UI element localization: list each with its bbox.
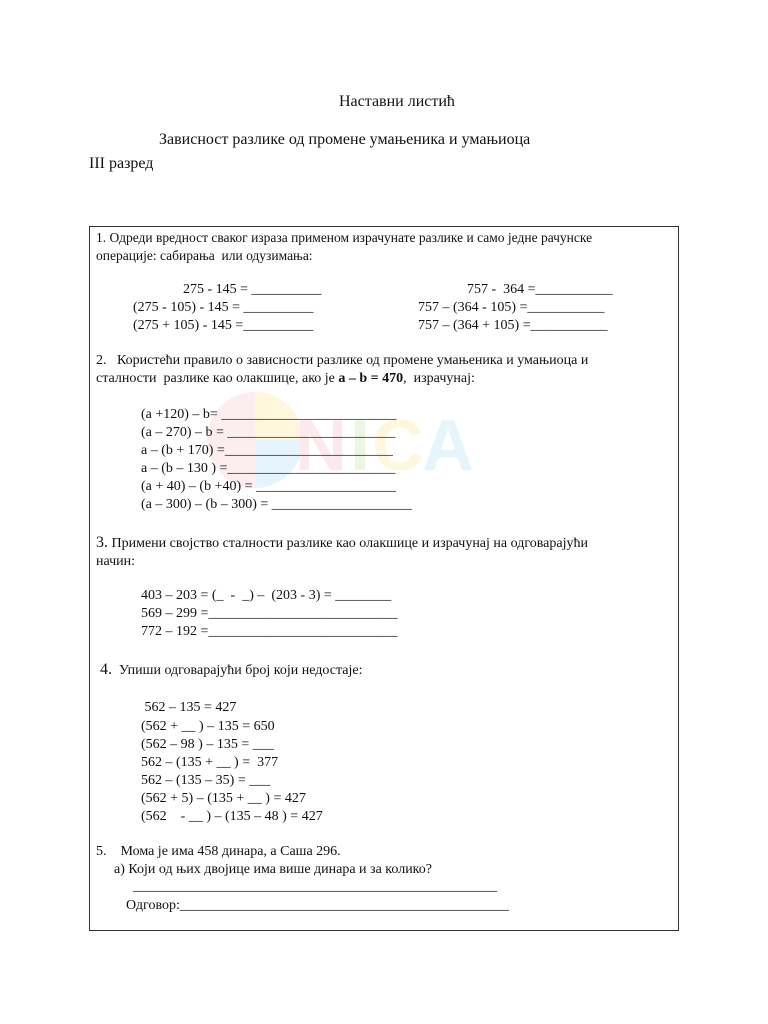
q1-right-expr: 757 – (364 - 105) =___________ [418,300,605,315]
q2-intro-suffix: , израчунај: [403,371,475,386]
q5-answer-line: Одговор:_______________________________________________ [126,898,509,913]
q2-intro-line1: 2. Користећи правило о зависности разлике од промене умањеника и умањиоца и [96,353,589,368]
q4-item: 562 – 135 = 427 [141,700,237,715]
q2-item: (a – 270) – b = ________________________ [141,425,396,440]
q2-item: a – (b + 170) =________________________ [141,443,393,458]
q4-item: (562 – 98 ) – 135 = ___ [141,737,274,752]
q1-left-expr: (275 - 105) - 145 = __________ [133,300,314,315]
q4-item: (562 - __ ) – (135 – 48 ) = 427 [141,809,323,824]
q1-right-expr: 757 - 364 =___________ [467,282,613,297]
q4-item: (562 + __ ) – 135 = 650 [141,719,275,734]
q2-given-equation: a – b = 470 [338,371,404,386]
q1-left-expr: 275 - 145 = __________ [183,282,322,297]
q3-intro-line1 [96,534,588,553]
q2-item: (a +120) – b= _________________________ [141,407,397,422]
worksheet-title: Наставни листић [339,93,455,110]
q2-intro-prefix: сталности разлике као олакшице, ако је [96,371,339,386]
q2-item: a – (b – 130 ) =________________________ [141,461,396,476]
q3-number: 3. [96,534,108,551]
q3-item: 403 – 203 = (_ - _) – (203 - 3) = ________ [141,588,392,603]
svg-text:A: A [422,406,474,486]
q1-right-expr: 757 – (364 + 105) =___________ [418,318,608,333]
q5-line1: 5. Мома је има 458 динара, а Саша 296. [96,844,341,859]
q1-intro-line1: 1. Одреди вредност сваког израза применом израчунате разлике и само једне рачунске [96,230,593,245]
q5-question-a: а) Који од њих двојице има више динара и за колико? [114,862,432,877]
q2-intro-line2 [96,370,475,388]
q2-item: (a – 300) – (b – 300) = ____________________ [141,497,412,512]
grade-label: III разред [89,155,154,172]
q3-intro-line2: начин: [96,554,136,569]
svg-text:N: N [295,406,347,486]
q2-item: (a + 40) – (b +40) = ____________________ [141,479,397,494]
svg-text:C: C [372,406,424,486]
q1-left-expr: (275 + 105) - 145 =__________ [133,318,314,333]
q4-number: 4. [100,661,112,678]
q4-item: 562 – (135 – 35) = ___ [141,773,271,788]
q3-item: 569 – 299 =___________________________ [141,606,398,621]
q1-intro-line2: операције: сабирања или одузимања: [96,248,313,263]
q3-intro-text: Примени својство сталности разлике као олакшице и израчунај на одговарајући [108,536,588,551]
q4-item: 562 – (135 + __ ) = 377 [141,755,279,770]
q4-intro-text: Упиши одговарајући број који недостаје: [112,663,363,678]
q4-item: (562 + 5) – (135 + __ ) = 427 [141,791,306,806]
q4-intro [100,661,362,680]
svg-text:I: I [350,406,371,486]
q3-item: 772 – 192 =___________________________ [141,624,398,639]
worksheet-subtitle: Зависност разлике од промене умањеника и умањиоца [159,131,531,148]
q5-blank-line: ____________________________________________________ [133,879,497,894]
